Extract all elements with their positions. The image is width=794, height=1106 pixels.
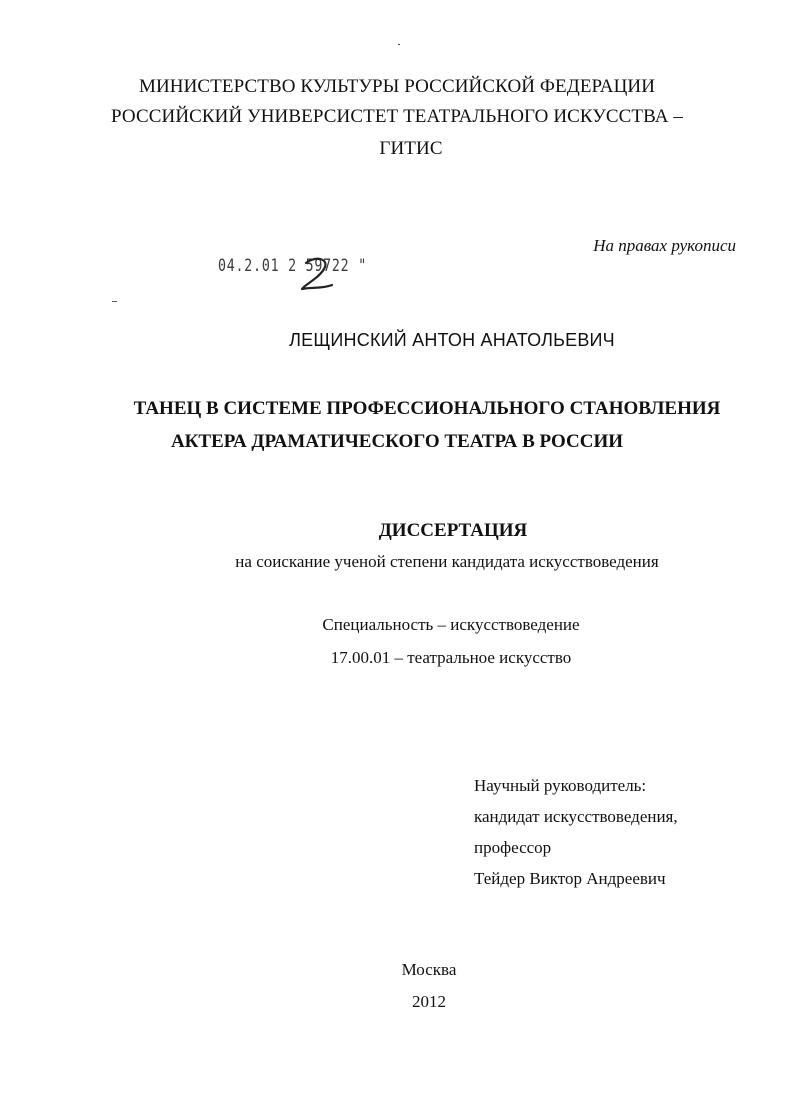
dissertation-subtitle: на соискание ученой степени кандидата искусствоведения [235,552,659,571]
specialty-line-1: Специальность – искусствоведение [322,615,580,634]
advisor-rank: профессор [474,838,552,857]
advisor-name: Тейдер Виктор Андреевич [474,869,666,888]
handwritten-mark-icon [296,255,338,295]
dissertation-heading: ДИССЕРТАЦИЯ [378,520,528,541]
ministry-line-2: РОССИЙСКИЙ УНИВЕРСИСТЕТ ТЕАТРАЛЬНОГО ИСКУССТВА – [111,106,683,127]
dissertation-title-line-2: АКТЕРА ДРАМАТИЧЕСКОГО ТЕАТРА В РОССИИ [170,431,624,452]
scan-speck-left [112,301,117,302]
registration-stamp-number: 04.2.01 2 59722 " [218,256,367,276]
ministry-line-1: МИНИСТЕРСТВО КУЛЬТУРЫ РОССИЙСКОЙ ФЕДЕРАЦИИ [138,76,656,97]
scan-speck-top [398,44,400,45]
footer-city: Москва [401,960,457,979]
footer-year: 2012 [412,992,446,1011]
manuscript-note: На правах рукописи [593,236,736,255]
advisor-degree: кандидат искусствоведения, [474,807,678,826]
specialty-line-2: 17.00.01 – театральное искусство [330,648,572,667]
ministry-line-3: ГИТИС [379,138,443,159]
author-name: ЛЕЩИНСКИЙ АНТОН АНАТОЛЬЕВИЧ [289,330,615,350]
dissertation-title-line-1: ТАНЕЦ В СИСТЕМЕ ПРОФЕССИОНАЛЬНОГО СТАНОВЛЕНИЯ [133,398,721,419]
advisor-label: Научный руководитель: [474,776,647,795]
